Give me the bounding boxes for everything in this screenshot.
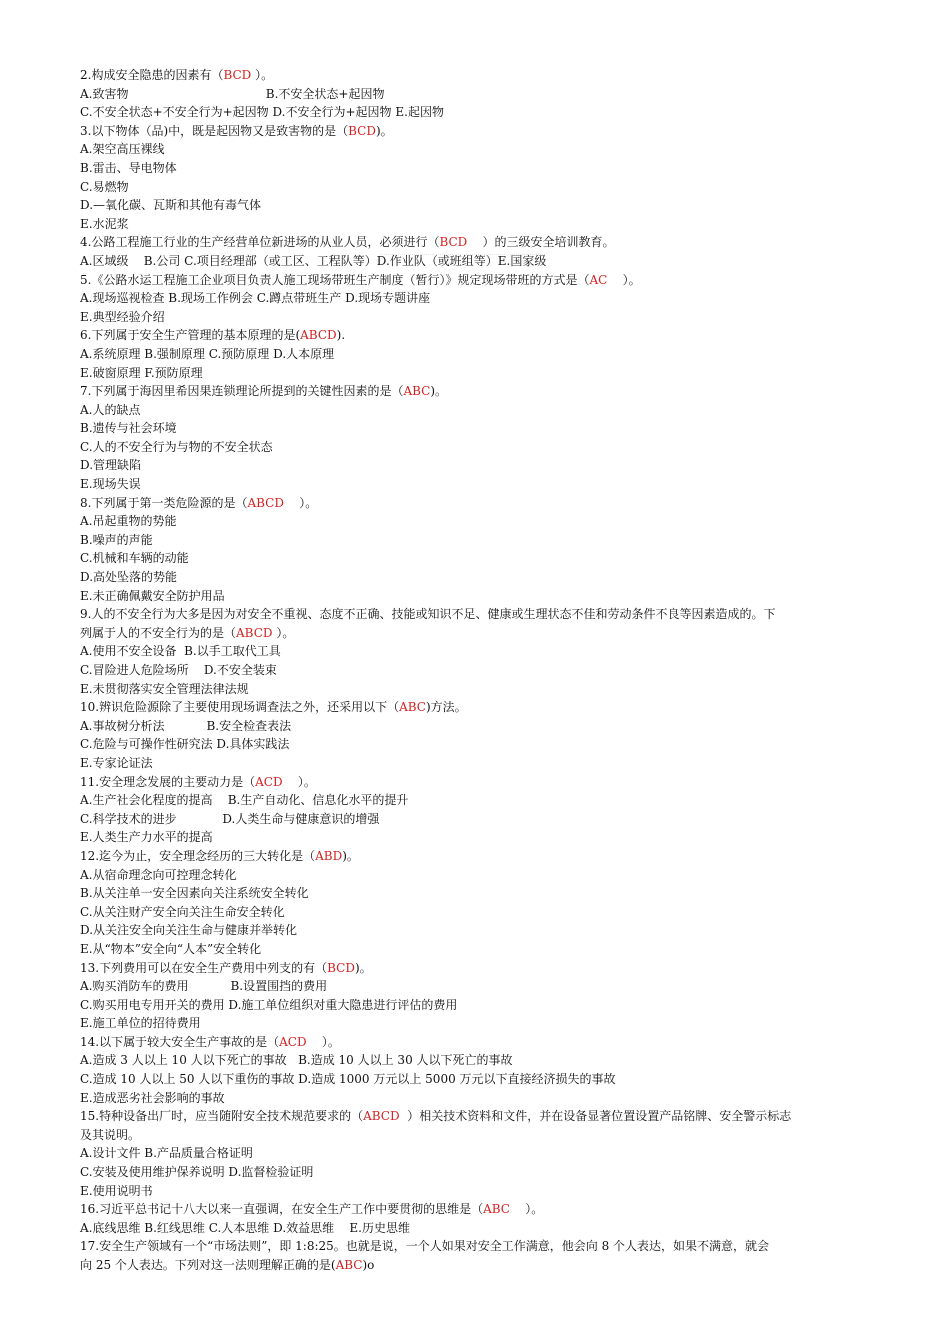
line-text: E.典型经验介绍 xyxy=(80,309,165,324)
line-text: A.吊起重物的势能 xyxy=(80,514,177,529)
text-line xyxy=(80,1163,880,1182)
text-line xyxy=(80,921,880,940)
line-text: 11.安全理念发展的主要动力是（ xyxy=(80,774,256,789)
text-line xyxy=(80,1256,880,1275)
text-line xyxy=(80,512,880,531)
question-document xyxy=(80,66,880,1275)
line-text: A.从宿命理念向可控理念转化 xyxy=(80,867,237,882)
text-line xyxy=(80,754,880,773)
text-line xyxy=(80,698,880,717)
line-text: B.噪声的声能 xyxy=(80,532,153,547)
text-line xyxy=(80,866,880,885)
line-text: C.不安全状态+不安全行为+起因物 D.不安全行为+起因物 E.起因物 xyxy=(80,105,444,120)
line-text: A.区域级 B.公司 C.项目经理部（或工区、工程队等）D.作业队（或班组等）E.国家级 xyxy=(80,253,547,268)
line-text: E.未正确佩戴安全防护用品 xyxy=(80,588,225,603)
answer-key: BCD xyxy=(439,235,468,250)
text-line xyxy=(80,642,880,661)
text-line xyxy=(80,289,880,308)
text-line xyxy=(80,159,880,178)
answer-key: ABC xyxy=(483,1202,510,1217)
line-text: )方法。 xyxy=(425,700,467,715)
line-text: D.—氧化碳、瓦斯和其他有毒气体 xyxy=(80,198,262,213)
line-text: ）。 xyxy=(283,495,318,510)
line-text: 2.构成安全隐患的因素有（ xyxy=(80,68,224,82)
text-line xyxy=(80,661,880,680)
line-text: A.事故树分析法 B.安全检查表法 xyxy=(80,718,292,733)
line-text: 7.下列属于海因里希因果连锁理论所提到的关键性因素的是（ xyxy=(80,384,404,399)
text-line xyxy=(80,810,880,829)
answer-key: ABCD xyxy=(363,1109,400,1124)
line-text: E.施工单位的招待费用 xyxy=(80,1016,201,1031)
text-line xyxy=(80,1070,880,1089)
text-line xyxy=(80,326,880,345)
line-text: )。 xyxy=(342,848,359,863)
line-text: C.科学技术的进步 D.人类生命与健康意识的增强 xyxy=(80,811,380,826)
text-line xyxy=(80,178,880,197)
line-text: 13.下列费用可以在安全生产费用中列支的有（ xyxy=(80,960,328,975)
line-text: ). xyxy=(336,328,346,343)
text-line xyxy=(80,382,880,401)
text-line xyxy=(80,680,880,699)
line-text: C.造成 10 人以上 50 人以下重伤的事故 D.造成 1000 万元以上 5000 万元以下直接经济损失的事故 xyxy=(80,1072,616,1087)
line-text: 及其说明。 xyxy=(80,1127,141,1142)
line-text: ）的三级安全培训教育。 xyxy=(467,235,615,250)
answer-key: ABC xyxy=(335,1258,363,1272)
line-text: ）相关技术资料和文件，并在设备显著位置设置产品铭牌、安全警示标志 xyxy=(399,1109,792,1124)
text-line xyxy=(80,345,880,364)
text-line xyxy=(80,884,880,903)
line-text: )o xyxy=(362,1258,375,1272)
text-line xyxy=(80,475,880,494)
line-text: A.设计文件 B.产品质量合格证明 xyxy=(80,1146,253,1161)
line-text: A.底线思维 B.红线思维 C.人本思维 D.效益思维 E.历史思维 xyxy=(80,1220,410,1235)
text-line xyxy=(80,1033,880,1052)
line-text: 3.以下物体（品)中，既是起因物又是致害物的是（ xyxy=(80,123,349,138)
line-text: E.专家论证法 xyxy=(80,755,153,770)
text-line xyxy=(80,549,880,568)
answer-key: ABC xyxy=(403,384,431,399)
line-text: )。 xyxy=(430,384,448,399)
line-text: E.从“物本”安全向“人本”安全转化 xyxy=(80,941,262,956)
text-line xyxy=(80,438,880,457)
text-line xyxy=(80,624,880,643)
text-line xyxy=(80,1200,880,1219)
line-text: ）。 xyxy=(306,1034,340,1049)
line-text: A.架空高压裸线 xyxy=(80,142,165,157)
line-text: 列属于人的不安全行为的是（ xyxy=(80,625,237,640)
text-line xyxy=(80,85,880,104)
line-text: A.生产社会化程度的提高 B.生产自动化、信息化水平的提升 xyxy=(80,793,409,808)
text-line xyxy=(80,494,880,513)
line-text: 9.人的不安全行为大多是因为对安全不重视、态度不正确、技能或知识不足、健康或生理状态不佳和劳动条件不良等因素造成的。下 xyxy=(80,607,776,622)
line-text: E.使用说明书 xyxy=(80,1183,153,1198)
answer-key: ABCD xyxy=(300,328,337,343)
line-text: D.高处坠落的势能 xyxy=(80,570,178,585)
answer-key: ACD xyxy=(255,774,283,789)
line-text: E.现场失误 xyxy=(80,477,141,492)
text-line xyxy=(80,996,880,1015)
answer-key: ABCD xyxy=(236,625,273,640)
line-text: E.未贯彻落实安全管理法律法规 xyxy=(80,681,249,696)
text-line xyxy=(80,959,880,978)
line-text: 14.以下属于较大安全生产事故的是（ xyxy=(80,1034,280,1049)
line-text: A.现场巡视检查 B.现场工作例会 C.蹲点带班生产 D.现场专题讲座 xyxy=(80,291,431,306)
text-line xyxy=(80,587,880,606)
faint-dotted-rule xyxy=(380,254,545,256)
line-text: B.从关注单一安全因素向关注系统安全转化 xyxy=(80,886,309,901)
line-text: C.从关注财产安全向关注生命安全转化 xyxy=(80,904,285,919)
line-text: B.雷击、导电物体 xyxy=(80,160,177,175)
text-line xyxy=(80,1237,880,1256)
answer-key: AC xyxy=(589,272,608,287)
text-line xyxy=(80,1051,880,1070)
text-line xyxy=(80,103,880,122)
text-line xyxy=(80,196,880,215)
line-text: E.水泥浆 xyxy=(80,216,129,231)
line-text: A.人的缺点 xyxy=(80,402,141,417)
line-text: )。 xyxy=(354,960,372,975)
line-text: 15.特种设备出厂时，应当随附安全技术规范要求的（ xyxy=(80,1109,364,1124)
text-line xyxy=(80,66,880,85)
line-text: D.从关注安全向关注生命与健康并举转化 xyxy=(80,923,298,938)
line-text: ）。 xyxy=(272,625,295,640)
text-line xyxy=(80,1182,880,1201)
line-text: D.管理缺陷 xyxy=(80,458,142,473)
text-line xyxy=(80,456,880,475)
text-line xyxy=(80,122,880,141)
text-line xyxy=(80,1014,880,1033)
text-line xyxy=(80,364,880,383)
line-text: A.致害物 B.不安全状态+起因物 xyxy=(80,86,385,101)
text-line xyxy=(80,419,880,438)
text-line xyxy=(80,773,880,792)
answer-key: BCD xyxy=(348,123,376,138)
line-text: 8.下列属于第一类危险源的是（ xyxy=(80,495,248,510)
text-line xyxy=(80,271,880,290)
text-line xyxy=(80,401,880,420)
line-text: C.危险与可操作性研究法 D.具体实践法 xyxy=(80,737,290,752)
line-text: A.使用不安全设备 B.以手工取代工具 xyxy=(80,644,281,659)
line-text: E.人类生产力水平的提高 xyxy=(80,830,213,845)
line-text: C.安装及使用维护保养说明 D.监督检验证明 xyxy=(80,1165,314,1180)
answer-key: ABD xyxy=(315,848,343,863)
line-text: A.购买消防车的费用 B.设置围挡的费用 xyxy=(80,979,328,994)
line-text: ）。 xyxy=(607,272,641,287)
text-line xyxy=(80,568,880,587)
line-text: B.遗传与社会环境 xyxy=(80,421,177,436)
line-text: E.造成恶劣社会影响的事故 xyxy=(80,1090,225,1105)
text-line xyxy=(80,605,880,624)
line-text: C.机械和车辆的动能 xyxy=(80,551,189,566)
text-line xyxy=(80,531,880,550)
line-text: 5.《公路水运工程施工企业项目负责人施工现场带班生产制度（暂行）》规定现场带班的方式是（ xyxy=(80,272,590,287)
text-line xyxy=(80,140,880,159)
text-line xyxy=(80,1126,880,1145)
line-text: ）。 xyxy=(282,774,316,789)
text-line xyxy=(80,1089,880,1108)
text-line xyxy=(80,940,880,959)
text-line xyxy=(80,717,880,736)
line-text: A.系统原理 B.强制原理 C.预防原理 D.人本原理 xyxy=(80,346,335,361)
line-text: 12.迄今为止，安全理念经历的三大转化是（ xyxy=(80,848,316,863)
line-text: 6.下列属于安全生产管理的基本原理的是( xyxy=(80,328,301,343)
line-text: C.易燃物 xyxy=(80,179,129,194)
text-line xyxy=(80,233,880,252)
text-line xyxy=(80,828,880,847)
answer-key: ACD xyxy=(279,1034,307,1049)
answer-key: ABC xyxy=(399,700,426,715)
text-line xyxy=(80,903,880,922)
line-text: A.造成 3 人以上 10 人以下死亡的事故 B.造成 10 人以上 30 人以下死亡的事故 xyxy=(80,1053,513,1068)
text-line xyxy=(80,1219,880,1238)
answer-key: BCD xyxy=(223,68,252,82)
line-text: E.破窗原理 F.预防原理 xyxy=(80,365,203,380)
text-line xyxy=(80,847,880,866)
text-line xyxy=(80,791,880,810)
line-text: 4.公路工程施工行业的生产经营单位新进场的从业人员，必须进行（ xyxy=(80,235,440,250)
text-line xyxy=(80,215,880,234)
line-text: 17.安全生产领域有一个“市场法则”，即 1:8:25。也就是说，一个人如果对安全工作满意，他会向 8 个人表达，如果不满意，就会 xyxy=(80,1239,770,1254)
line-text: ）。 xyxy=(509,1202,544,1217)
line-text: 16.习近平总书记十八大以来一直强调，在安全生产工作中要贯彻的思维是（ xyxy=(80,1202,484,1217)
line-text: ）。 xyxy=(251,68,274,82)
line-text: )。 xyxy=(375,123,393,138)
text-line xyxy=(80,977,880,996)
text-line xyxy=(80,308,880,327)
line-text: 向 25 个人表达。下列对这一法则理解正确的是( xyxy=(80,1258,336,1272)
line-text: C.人的不安全行为与物的不安全状态 xyxy=(80,439,273,454)
text-line xyxy=(80,735,880,754)
text-line xyxy=(80,1144,880,1163)
line-text: C.购买用电专用开关的费用 D.施工单位组织对重大隐患进行评估的费用 xyxy=(80,997,458,1012)
answer-key: BCD xyxy=(327,960,355,975)
line-text: 10.辨识危险源除了主要使用现场调查法之外，还采用以下（ xyxy=(80,700,400,715)
answer-key: ABCD xyxy=(247,495,284,510)
text-line xyxy=(80,1107,880,1126)
line-text: C.冒险进人危险场所 D.不安全装束 xyxy=(80,663,277,677)
